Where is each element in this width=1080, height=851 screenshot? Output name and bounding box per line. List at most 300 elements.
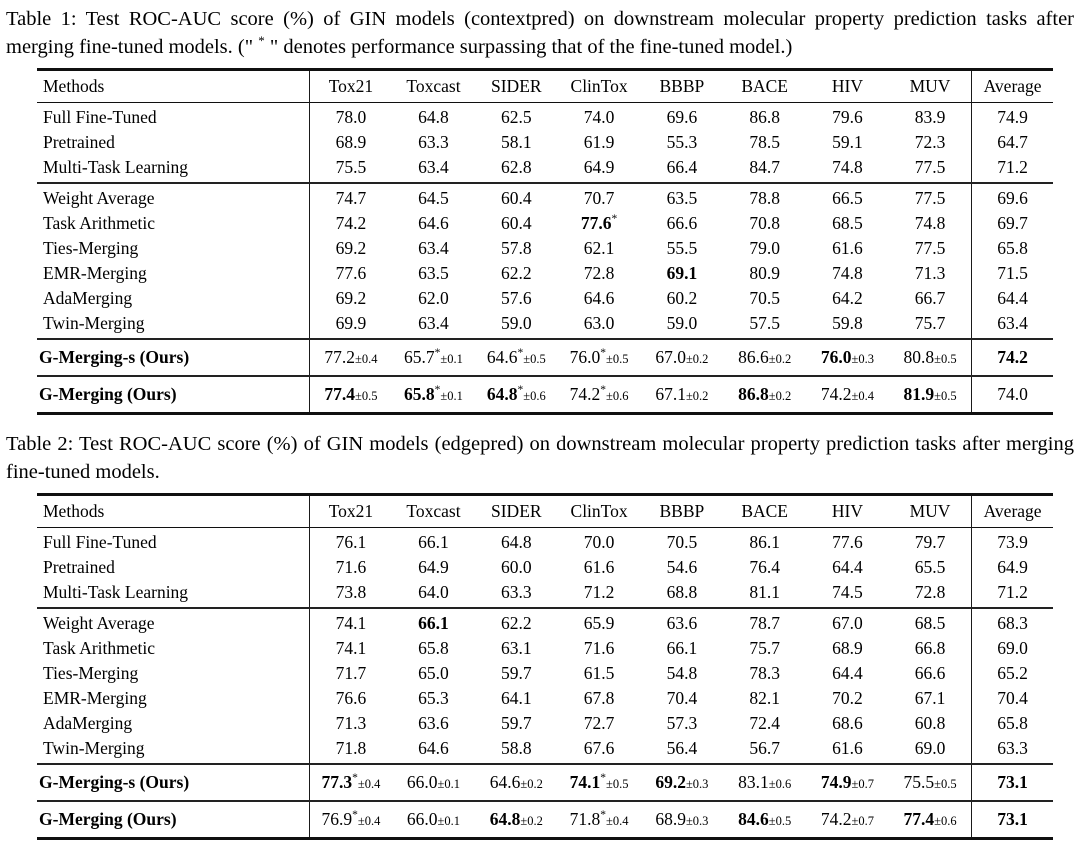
column-header-methods: Methods (43, 501, 105, 521)
score-cell (640, 155, 723, 183)
std-dev: ±0.4 (357, 814, 381, 828)
std-dev: ±0.5 (606, 777, 629, 791)
score-value: 66.4 (666, 157, 698, 177)
score-cell (640, 261, 723, 286)
score-value: 65.8 (404, 384, 435, 404)
score-value: 64.9 (583, 157, 615, 177)
std-dev: ±0.2 (685, 352, 709, 366)
score-value: 77.5 (914, 188, 946, 208)
score-value: 63.6 (666, 613, 698, 633)
score-cell (309, 183, 392, 211)
score-cell (723, 311, 806, 339)
score-value: 66.6 (666, 213, 698, 233)
score-value: 67.1 (914, 688, 946, 708)
score-cell (640, 580, 723, 608)
score-value: 70.5 (749, 288, 780, 308)
score-value: 78.7 (749, 613, 780, 633)
score-cell (558, 286, 641, 311)
average-cell (972, 130, 1053, 155)
score-cell (889, 311, 972, 339)
table2-wrapper (37, 493, 1046, 840)
method-cell: Task Arithmetic (43, 638, 156, 658)
score-value: 78.8 (749, 188, 780, 208)
score-cell (723, 376, 806, 414)
std-dev: ±0.3 (685, 777, 709, 791)
score-cell (475, 555, 558, 580)
column-header-muv: MUV (909, 501, 951, 521)
score-cell (475, 711, 558, 736)
average-cell (972, 311, 1053, 339)
average-cell (972, 236, 1053, 261)
score-cell (392, 764, 475, 801)
score-cell (640, 661, 723, 686)
table-row (37, 130, 1053, 155)
score-value: 75.5 (903, 772, 935, 792)
score-value: 80.8 (903, 347, 935, 367)
score-value: 69.2 (335, 238, 367, 258)
score-cell (309, 211, 392, 236)
score-cell (723, 286, 806, 311)
score-value: 59.0 (666, 313, 698, 333)
score-value: 83.9 (914, 107, 946, 127)
score-value: 73.9 (997, 532, 1028, 552)
score-value: 63.3 (997, 738, 1028, 758)
score-value: 74.0 (997, 384, 1028, 404)
table-row (37, 711, 1053, 736)
score-cell (309, 236, 392, 261)
score-value: 81.1 (749, 582, 780, 602)
column-header-hiv: HIV (831, 76, 864, 96)
score-value: 66.0 (406, 772, 438, 792)
score-value: 65.0 (418, 663, 449, 683)
score-cell (475, 211, 558, 236)
column-header-methods: Methods (43, 76, 105, 96)
std-dev: ±0.5 (768, 814, 792, 828)
score-value: 75.7 (749, 638, 780, 658)
score-value: 68.9 (335, 132, 367, 152)
score-cell (558, 183, 641, 211)
score-cell (723, 636, 806, 661)
column-header-average: Average (972, 495, 1053, 528)
score-cell (309, 711, 392, 736)
surpass-star-marker: * (611, 213, 618, 226)
average-cell (972, 376, 1053, 414)
score-value: 68.5 (914, 613, 946, 633)
table-row (37, 261, 1053, 286)
score-value: 74.2 (820, 809, 852, 829)
row-group-reference (37, 103, 1053, 184)
std-dev: ±0.1 (437, 777, 461, 791)
score-cell (723, 130, 806, 155)
score-cell (392, 608, 475, 636)
row-group-ours (37, 764, 1053, 801)
score-cell (558, 686, 641, 711)
score-cell (309, 736, 392, 764)
method-cell: G-Merging-s (Ours) (39, 347, 190, 367)
score-value: 68.8 (666, 582, 698, 602)
score-value: 68.3 (997, 613, 1028, 633)
score-cell (558, 555, 641, 580)
score-value: 69.2 (335, 288, 367, 308)
surpass-star-marker: * (600, 384, 607, 397)
score-cell (309, 376, 392, 414)
score-value: 77.6 (580, 213, 612, 233)
score-value: 81.9 (903, 384, 935, 404)
average-cell (972, 636, 1053, 661)
method-cell: Multi-Task Learning (43, 582, 189, 602)
caption-text: " denotes performance surpassing that of the fine-tuned model.) (264, 36, 793, 58)
score-cell (723, 528, 806, 556)
score-cell (723, 608, 806, 636)
score-cell (475, 183, 558, 211)
score-cell (889, 376, 972, 414)
surpass-star-marker: * (517, 347, 524, 360)
average-cell (972, 155, 1053, 183)
score-cell (475, 103, 558, 131)
score-value: 69.6 (997, 188, 1028, 208)
std-dev: ±0.2 (768, 389, 792, 403)
score-value: 84.6 (738, 809, 769, 829)
score-cell (558, 801, 641, 839)
method-cell: Ties-Merging (43, 238, 139, 258)
std-dev: ±0.5 (523, 352, 546, 366)
score-value: 78.0 (335, 107, 367, 127)
std-dev: ±0.2 (768, 352, 792, 366)
average-cell (972, 608, 1053, 636)
std-dev: ±0.1 (440, 352, 463, 366)
score-value: 61.6 (832, 738, 863, 758)
score-value: 58.8 (500, 738, 532, 758)
score-value: 66.5 (832, 188, 863, 208)
score-value: 55.5 (666, 238, 698, 258)
score-cell (392, 183, 475, 211)
score-cell (475, 686, 558, 711)
score-value: 77.4 (324, 384, 355, 404)
score-value: 64.9 (997, 557, 1028, 577)
score-value: 75.5 (335, 157, 367, 177)
score-value: 64.6 (583, 288, 615, 308)
std-dev: ±0.4 (851, 389, 875, 403)
score-value: 72.7 (583, 713, 615, 733)
results-table-edgepred (37, 493, 1053, 840)
score-value: 71.3 (914, 263, 946, 283)
score-value: 59.7 (500, 713, 532, 733)
score-value: 72.8 (914, 582, 946, 602)
score-value: 59.0 (500, 313, 532, 333)
score-value: 60.0 (500, 557, 532, 577)
score-cell (309, 311, 392, 339)
average-cell (972, 686, 1053, 711)
score-value: 74.2 (997, 347, 1028, 367)
score-cell (392, 103, 475, 131)
score-cell (723, 801, 806, 839)
score-value: 80.9 (749, 263, 780, 283)
score-value: 57.3 (666, 713, 698, 733)
score-value: 74.9 (997, 107, 1028, 127)
std-dev: ±0.5 (606, 352, 629, 366)
table-row (37, 608, 1053, 636)
score-cell (392, 801, 475, 839)
score-value: 72.3 (914, 132, 946, 152)
score-cell (475, 155, 558, 183)
std-dev: ±0.4 (606, 814, 629, 828)
score-cell (723, 183, 806, 211)
score-value: 74.1 (335, 613, 367, 633)
score-value: 74.1 (569, 772, 601, 792)
table-row (37, 528, 1053, 556)
score-cell (392, 211, 475, 236)
score-value: 82.1 (749, 688, 780, 708)
score-cell (889, 661, 972, 686)
score-value: 74.9 (820, 772, 852, 792)
score-value: 60.8 (914, 713, 946, 733)
score-cell (723, 555, 806, 580)
score-cell (889, 155, 972, 183)
score-cell (309, 636, 392, 661)
caption-star-symbol: * (258, 33, 265, 49)
score-cell (640, 636, 723, 661)
table2-caption (6, 430, 1074, 486)
score-value: 74.8 (914, 213, 946, 233)
score-cell (889, 801, 972, 839)
method-cell: Twin-Merging (43, 313, 145, 333)
method-cell: Ties-Merging (43, 663, 139, 683)
score-value: 79.7 (914, 532, 946, 552)
score-value: 60.2 (666, 288, 698, 308)
score-cell (723, 261, 806, 286)
score-cell (558, 580, 641, 608)
score-cell (392, 376, 475, 414)
column-header-average: Average (972, 70, 1053, 103)
score-cell (309, 555, 392, 580)
table-row (37, 555, 1053, 580)
average-cell (972, 764, 1053, 801)
score-cell (558, 155, 641, 183)
table-row (37, 236, 1053, 261)
score-value: 65.7 (404, 347, 435, 367)
score-value: 64.8 (500, 532, 532, 552)
score-value: 66.8 (914, 638, 946, 658)
average-cell (972, 286, 1053, 311)
score-value: 74.8 (832, 157, 863, 177)
score-value: 74.7 (335, 188, 367, 208)
score-cell (392, 661, 475, 686)
score-value: 77.6 (335, 263, 367, 283)
method-cell: Full Fine-Tuned (43, 532, 157, 552)
score-value: 84.7 (749, 157, 780, 177)
score-cell (392, 636, 475, 661)
score-value: 86.1 (749, 532, 780, 552)
method-cell: Multi-Task Learning (43, 157, 189, 177)
score-value: 61.6 (832, 238, 863, 258)
score-value: 63.6 (418, 713, 449, 733)
score-value: 63.1 (500, 638, 532, 658)
method-cell: EMR-Merging (43, 263, 147, 283)
score-value: 66.1 (418, 613, 449, 633)
score-cell (889, 211, 972, 236)
average-cell (972, 211, 1053, 236)
score-cell (640, 608, 723, 636)
std-dev: ±0.5 (934, 352, 957, 366)
table-row (37, 311, 1053, 339)
score-value: 77.5 (914, 238, 946, 258)
score-value: 70.4 (666, 688, 698, 708)
std-dev: ±0.6 (768, 777, 792, 791)
score-cell (309, 130, 392, 155)
score-value: 76.0 (820, 347, 852, 367)
method-cell: Full Fine-Tuned (43, 107, 157, 127)
score-cell (723, 711, 806, 736)
score-cell (806, 636, 889, 661)
score-cell (723, 155, 806, 183)
std-dev: ±0.2 (520, 777, 543, 791)
table-row (37, 211, 1053, 236)
score-cell (806, 130, 889, 155)
score-cell (640, 236, 723, 261)
table-header-row (37, 70, 1053, 103)
score-cell (392, 130, 475, 155)
score-value: 59.8 (832, 313, 863, 333)
score-value: 66.1 (666, 638, 698, 658)
score-value: 65.8 (997, 238, 1028, 258)
score-value: 55.3 (666, 132, 698, 152)
score-cell (889, 711, 972, 736)
std-dev: ±0.2 (685, 389, 709, 403)
score-cell (558, 636, 641, 661)
score-cell (889, 608, 972, 636)
score-value: 70.5 (666, 532, 698, 552)
table1-section (4, 5, 1076, 415)
column-header-bace: BACE (741, 76, 789, 96)
score-cell (889, 130, 972, 155)
std-dev: ±0.7 (851, 777, 875, 791)
score-cell (640, 801, 723, 839)
score-value: 86.8 (749, 107, 780, 127)
score-cell (806, 211, 889, 236)
method-cell: AdaMerging (43, 288, 133, 308)
score-value: 64.6 (418, 213, 449, 233)
score-cell (806, 236, 889, 261)
table1-wrapper (37, 68, 1046, 415)
score-cell (475, 528, 558, 556)
score-cell (640, 339, 723, 376)
score-value: 69.1 (666, 263, 698, 283)
score-cell (475, 764, 558, 801)
score-value: 67.0 (655, 347, 686, 367)
method-cell: Task Arithmetic (43, 213, 156, 233)
average-cell (972, 103, 1053, 131)
score-value: 62.8 (500, 157, 532, 177)
score-cell (309, 608, 392, 636)
score-cell (309, 339, 392, 376)
score-value: 54.8 (666, 663, 698, 683)
score-value: 77.4 (903, 809, 935, 829)
score-value: 64.8 (489, 809, 521, 829)
score-value: 63.4 (418, 238, 449, 258)
score-value: 62.1 (583, 238, 615, 258)
table-row (37, 286, 1053, 311)
score-value: 79.0 (749, 238, 780, 258)
score-value: 58.1 (500, 132, 532, 152)
score-value: 74.2 (820, 384, 852, 404)
score-value: 69.6 (666, 107, 698, 127)
score-cell (558, 528, 641, 556)
score-cell (309, 801, 392, 839)
score-value: 71.8 (569, 809, 601, 829)
surpass-star-marker: * (352, 772, 358, 785)
score-cell (806, 661, 889, 686)
score-cell (558, 236, 641, 261)
score-value: 72.8 (583, 263, 615, 283)
score-cell (309, 528, 392, 556)
score-value: 83.1 (738, 772, 769, 792)
score-cell (309, 764, 392, 801)
caption-text: Table 1: Test ROC-AUC score (%) of GIN models (contextpred) on downstream molecular property prediction tasks after merging fine-tuned models. (" (6, 8, 1074, 58)
column-header-bace: BACE (741, 501, 789, 521)
score-value: 64.6 (489, 772, 521, 792)
score-value: 64.4 (832, 663, 863, 683)
column-header-bbbp: BBBP (659, 501, 705, 521)
score-cell (723, 686, 806, 711)
score-value: 78.5 (749, 132, 780, 152)
score-cell (558, 130, 641, 155)
method-cell: Weight Average (43, 188, 155, 208)
score-value: 66.0 (406, 809, 438, 829)
std-dev: ±0.3 (685, 814, 709, 828)
score-cell (723, 103, 806, 131)
method-cell: EMR-Merging (43, 688, 147, 708)
score-cell (889, 236, 972, 261)
score-value: 70.8 (749, 213, 780, 233)
score-value: 65.3 (418, 688, 449, 708)
score-cell (806, 580, 889, 608)
score-value: 57.5 (749, 313, 780, 333)
column-header-muv: MUV (909, 76, 951, 96)
std-dev: ±0.6 (606, 389, 629, 403)
column-header-hiv: HIV (831, 501, 864, 521)
score-value: 67.1 (655, 384, 686, 404)
score-value: 63.5 (666, 188, 698, 208)
score-cell (558, 736, 641, 764)
score-value: 78.3 (749, 663, 780, 683)
score-cell (640, 211, 723, 236)
score-value: 74.5 (832, 582, 863, 602)
table-row (37, 339, 1053, 376)
score-cell (889, 286, 972, 311)
score-cell (806, 311, 889, 339)
table-row (37, 686, 1053, 711)
score-cell (723, 736, 806, 764)
table2-section (4, 430, 1076, 840)
average-cell (972, 711, 1053, 736)
table-row (37, 801, 1053, 839)
score-cell (475, 236, 558, 261)
score-value: 73.8 (335, 582, 367, 602)
score-cell (723, 764, 806, 801)
score-cell (309, 580, 392, 608)
score-value: 66.1 (418, 532, 449, 552)
score-value: 60.4 (500, 188, 532, 208)
column-header-toxcast: Toxcast (406, 76, 461, 96)
score-cell (309, 155, 392, 183)
score-value: 86.8 (738, 384, 769, 404)
score-value: 67.8 (583, 688, 615, 708)
std-dev: ±0.5 (934, 389, 957, 403)
score-value: 71.2 (583, 582, 615, 602)
results-table-contextpred (37, 68, 1053, 415)
std-dev: ±0.1 (440, 389, 463, 403)
score-cell (889, 528, 972, 556)
